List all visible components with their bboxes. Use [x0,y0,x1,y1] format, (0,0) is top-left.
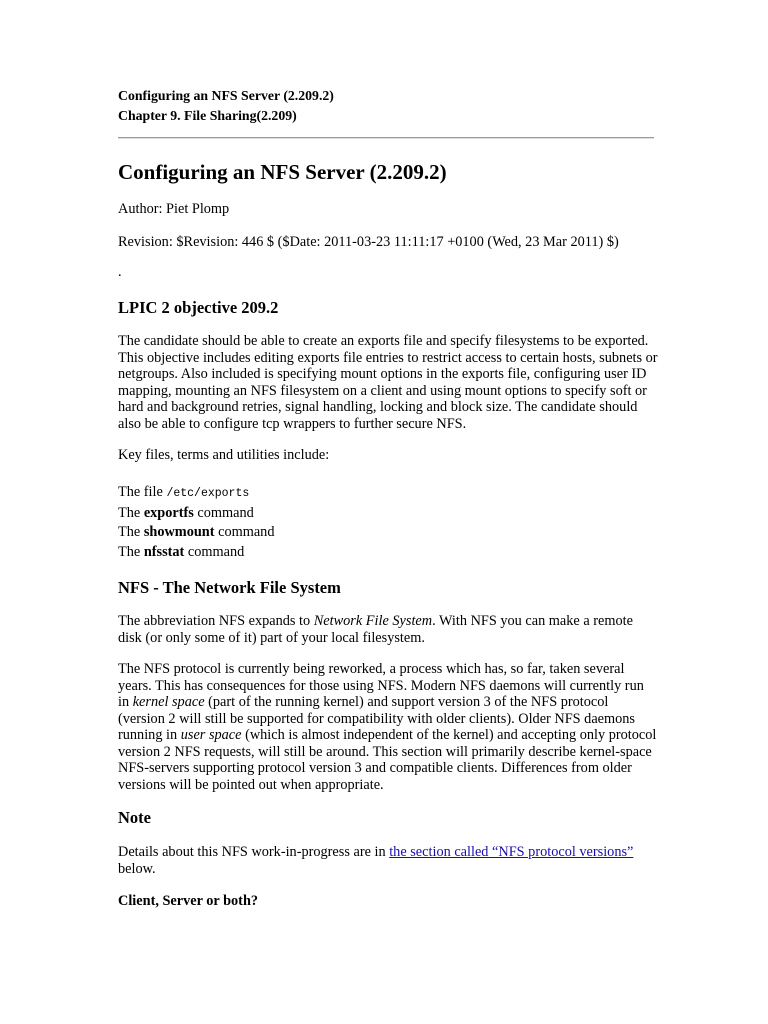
header-chapter: Chapter 9. File Sharing(2.209) [118,108,297,123]
kernel-space-term: kernel space [132,694,205,710]
list-item: The showmount command [118,524,275,541]
objective-line: This objective includes editing exports file entries to restrict access to certain hosts, subnets or [118,349,658,366]
nfs-expansion: Network File System [313,613,433,629]
separator-dot: . [118,264,122,280]
revision-line: Revision: $Revision: 446 $ ($Date: 2011-03-23 11:11:17 +0100 (Wed, 23 Mar 2011) $) [118,234,619,250]
note-paragraph: Details about this NFS work-in-progress are in the section called “NFS protocol versions” below. [118,844,634,877]
list-item: The exportfs command [118,504,254,521]
objective-line: mapping, mounting an NFS filesystem on a client and using mount options to specify soft or [118,382,647,399]
key-files-list [118,483,274,563]
objective-line: The candidate should be able to create an exports file and specify filesystems to be exported. [118,333,649,349]
nfs-paragraph-1: The abbreviation NFS expands to Network File System. With NFS you can make a remote disk (or only some of it) part of your local filesystem. [118,613,633,646]
key-files-intro: Key files, terms and utilities include: [118,447,330,463]
objective-line: also be able to configure tcp wrappers to further secure NFS. [118,415,467,432]
objective-paragraph [118,333,658,432]
header-divider [118,137,654,139]
header-title: Configuring an NFS Server (2.209.2) [118,88,334,103]
exports-file-term: /etc/exports [166,487,250,500]
nfs-protocol-versions-link[interactable]: the section called “NFS protocol versions” [389,844,634,860]
exportfs-term: exportfs [143,504,194,521]
nfsstat-term: nfsstat [143,544,185,561]
objective-line: netgroups. Also included is specifying mount options in the exports file, configuring user ID [118,366,647,382]
nfs-paragraph-2: The NFS protocol is currently being reworked, a process which has, so far, taken several years. This has consequences for those using NFS. Modern NFS daemons will currently run in kernel space (part of the running kernel) and support version 3 of the NFS protocol (version 2 will still be supported for compatibility with older clients). Older NFS daemons running in user space (which is almost independent of the kernel) and accepting only protocol version 2 NFS requests, will still be around. This section will primarily describe kernel-space NFS-servers supporting protocol version 3 and compatible clients. Differences from older versions will be pointed out when appropriate. [118,661,657,793]
page-title: Configuring an NFS Server (2.209.2) [118,160,447,184]
user-space-term: user space [180,727,242,743]
note-heading: Note [118,808,151,827]
nfs-heading: NFS - The Network File System [118,578,341,597]
author-line: Author: Piet Plomp [118,201,230,217]
list-item: The file /etc/exports [118,484,250,500]
objective-heading: LPIC 2 objective 209.2 [118,298,279,317]
client-server-heading: Client, Server or both? [118,893,259,909]
objective-line: hard and background retries, signal handling, locking and block size. The candidate should [118,399,638,415]
list-item: The nfsstat command [118,544,245,561]
showmount-term: showmount [143,524,215,541]
